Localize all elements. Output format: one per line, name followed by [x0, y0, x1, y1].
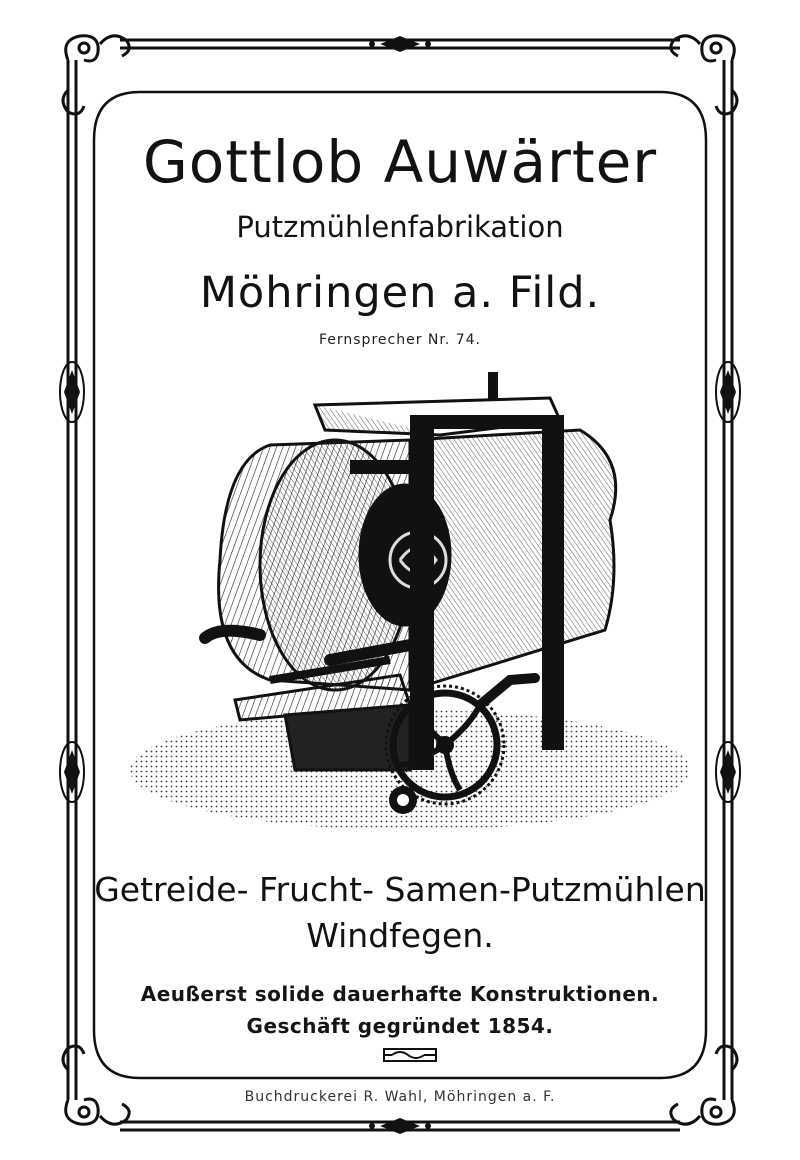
diamond-ornament-left	[60, 362, 84, 802]
diamond-ornament-bottom	[369, 1118, 431, 1134]
winnowing-mill-illustration	[110, 360, 710, 850]
diamond-ornament-top	[369, 36, 431, 52]
product-line-2: Windfegen.	[306, 916, 494, 955]
diamond-ornament-right	[716, 362, 740, 802]
company-place: Möhringen a. Fild.	[199, 268, 601, 318]
company-name: Gottlob Auwärter	[142, 128, 658, 196]
founded-claim: Geschäft gegründet 1854.	[246, 1014, 554, 1038]
rear-post	[542, 415, 564, 750]
company-trade: Putzmühlenfabrikation	[236, 210, 564, 244]
printer-credit: Buchdruckerei R. Wahl, Möhringen a. F.	[244, 1089, 556, 1105]
product-line-1: Getreide- Frucht- Samen-Putzmühlen	[94, 870, 706, 909]
quality-claim: Aeußerst solide dauerhafte Konstruktionen.	[140, 982, 660, 1006]
small-divider-ornament	[382, 1046, 438, 1064]
phone-number: Fernsprecher Nr. 74.	[318, 332, 482, 348]
